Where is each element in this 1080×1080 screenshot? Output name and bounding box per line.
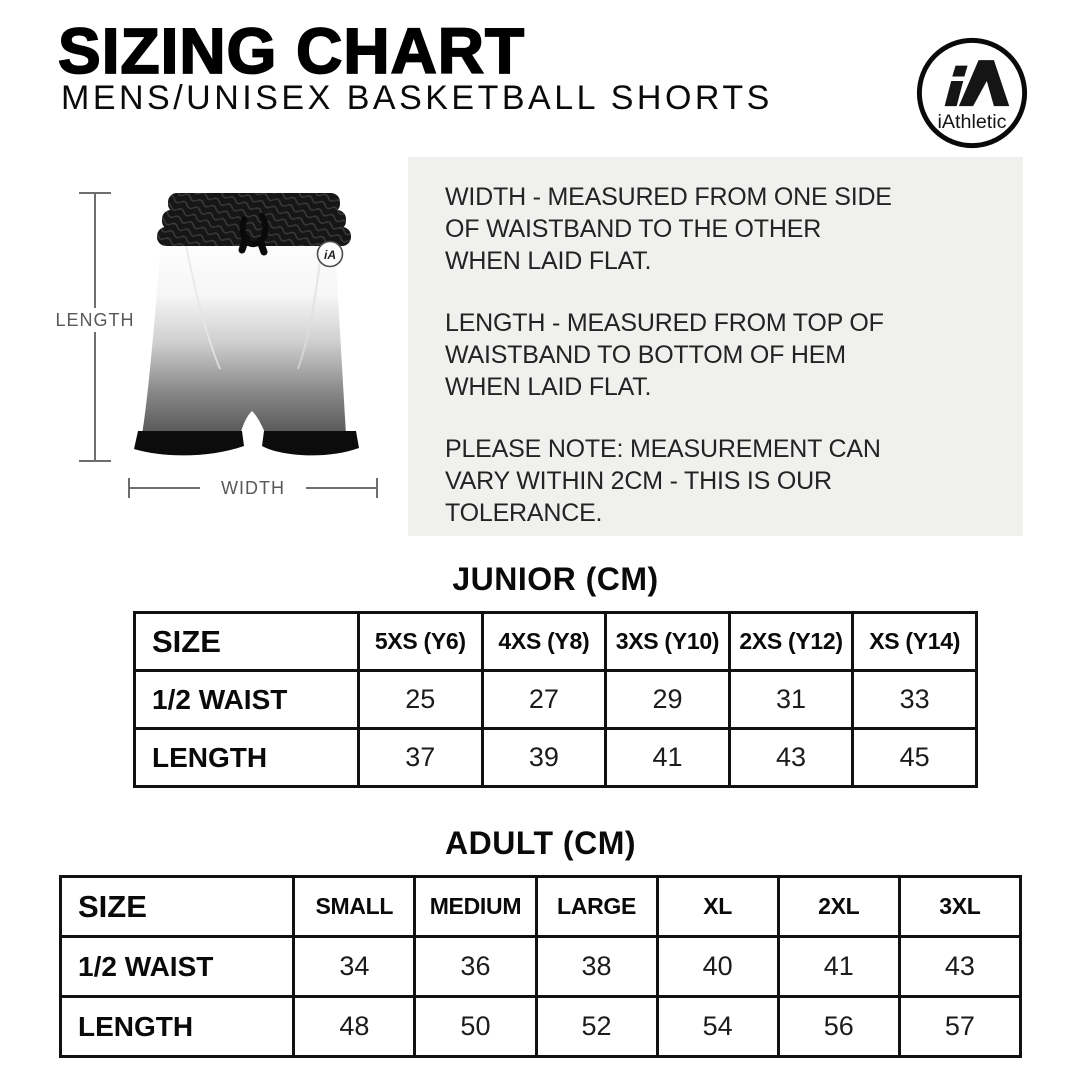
- value-cell: 25: [358, 671, 482, 729]
- junior-size-table: [133, 611, 978, 788]
- value-cell: 45: [853, 729, 977, 787]
- note-paragraph: PLEASE NOTE: MEASUREMENT CAN VARY WITHIN 2CM - THIS IS OUR TOLERANCE.: [445, 435, 881, 527]
- value-cell: 40: [657, 937, 778, 997]
- page-subtitle: MENS/UNISEX BASKETBALL SHORTS: [61, 79, 773, 117]
- value-cell: 29: [606, 671, 730, 729]
- brand-logo-icon: [915, 36, 1029, 150]
- size-header-cell: SIZE: [61, 877, 294, 937]
- iathletic-logo-icon: [915, 36, 1029, 150]
- shorts-thigh-logo-icon: [318, 242, 343, 267]
- column-header-cell: XL: [657, 877, 778, 937]
- column-header-cell: 4XS (Y8): [482, 613, 606, 671]
- measurement-notes-box: [408, 157, 1023, 536]
- column-header-cell: 3XS (Y10): [606, 613, 730, 671]
- value-cell: 36: [415, 937, 536, 997]
- value-cell: 57: [899, 997, 1020, 1057]
- row-label-cell: 1/2 WAIST: [61, 937, 294, 997]
- value-cell: 31: [729, 671, 853, 729]
- value-cell: 39: [482, 729, 606, 787]
- value-cell: 33: [853, 671, 977, 729]
- note-paragraph: LENGTH - MEASURED FROM TOP OF WAISTBAND TO BOTTOM OF HEM WHEN LAID FLAT.: [445, 309, 884, 401]
- adult-table-title: ADULT (CM): [444, 825, 636, 861]
- length-ruler-cap-top: [79, 192, 111, 194]
- column-header-cell: LARGE: [536, 877, 657, 937]
- width-ruler-cap-left: [128, 478, 130, 498]
- value-cell: 38: [536, 937, 657, 997]
- page-title: SIZING CHART: [58, 15, 526, 87]
- length-ruler-cap-bottom: [79, 460, 111, 462]
- column-header-cell: MEDIUM: [415, 877, 536, 937]
- value-cell: 48: [294, 997, 415, 1057]
- shorts-product-image: [128, 183, 380, 465]
- value-cell: 56: [778, 997, 899, 1057]
- size-header-cell: SIZE: [135, 613, 359, 671]
- svg-text:iA: iA: [324, 248, 336, 262]
- length-ruler-label: LENGTH: [50, 308, 140, 332]
- column-header-cell: XS (Y14): [853, 613, 977, 671]
- value-cell: 41: [606, 729, 730, 787]
- table-row: [135, 729, 977, 787]
- row-label-cell: LENGTH: [61, 997, 294, 1057]
- value-cell: 27: [482, 671, 606, 729]
- column-header-cell: 2XS (Y12): [729, 613, 853, 671]
- adult-table-section: [59, 824, 1022, 1058]
- column-header-cell: SMALL: [294, 877, 415, 937]
- table-row: [61, 937, 1021, 997]
- row-label-cell: 1/2 WAIST: [135, 671, 359, 729]
- width-ruler-label: WIDTH: [200, 476, 306, 500]
- value-cell: 54: [657, 997, 778, 1057]
- row-label-cell: LENGTH: [135, 729, 359, 787]
- value-cell: 50: [415, 997, 536, 1057]
- width-ruler-cap-right: [376, 478, 378, 498]
- value-cell: 37: [358, 729, 482, 787]
- table-row: [135, 671, 977, 729]
- value-cell: 43: [899, 937, 1020, 997]
- size-table: [59, 875, 1022, 1058]
- note-paragraph: WIDTH - MEASURED FROM ONE SIDE OF WAISTBAND TO THE OTHER WHEN LAID FLAT.: [445, 183, 892, 275]
- value-cell: 34: [294, 937, 415, 997]
- column-header-cell: 3XL: [899, 877, 1020, 937]
- column-header-cell: 5XS (Y6): [358, 613, 482, 671]
- size-table: [133, 611, 978, 788]
- brand-name-text: iAthletic: [937, 111, 1007, 134]
- junior-table-section: [133, 560, 978, 788]
- value-cell: 43: [729, 729, 853, 787]
- value-cell: 41: [778, 937, 899, 997]
- table-row: [61, 997, 1021, 1057]
- adult-size-table: [59, 875, 1022, 1058]
- measurement-notes-text: [408, 157, 1023, 529]
- junior-table-title: JUNIOR (CM): [452, 561, 659, 597]
- column-header-cell: 2XL: [778, 877, 899, 937]
- value-cell: 52: [536, 997, 657, 1057]
